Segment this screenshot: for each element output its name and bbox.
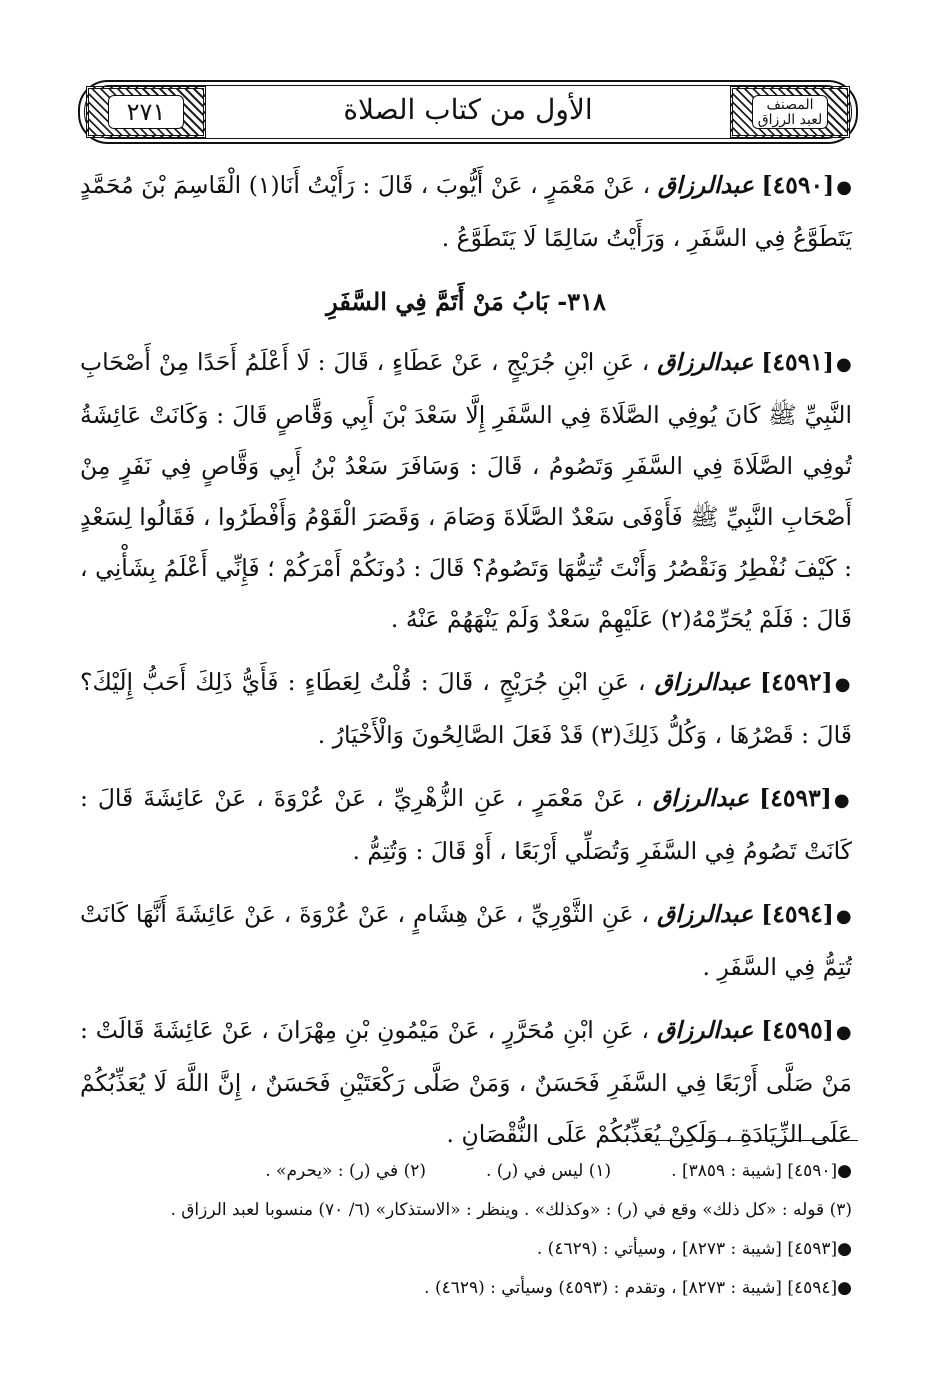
footnote-row — [80, 1152, 852, 1191]
footnote-item: (٣) قوله : «كل ذلك» وقع في (ر) : «وكذلك» . وينظر : «الاستذكار» (٦/ ٧٠) منسوبا لعبد الرزاق . — [170, 1200, 852, 1220]
hadith-entry — [80, 889, 852, 993]
book-logo: المصنف لعبد الرزاق — [752, 95, 828, 129]
bullet-icon: ● — [837, 1239, 852, 1259]
hadith-entry — [80, 773, 852, 877]
hadith-entry — [80, 1005, 852, 1160]
running-title: الأول من كتاب الصلاة — [343, 93, 593, 126]
page-header — [78, 80, 858, 144]
bullet-icon: ● — [837, 1278, 852, 1298]
narrator-name: عبدالرزاق — [657, 1016, 754, 1044]
narrator-name: عبدالرزاق — [657, 900, 754, 928]
bullet-icon: ● — [834, 674, 852, 695]
hadith-number: [٤٥٩١] — [761, 348, 834, 376]
bullet-icon: ● — [837, 1161, 852, 1181]
footnote-item: ●[٤٥٩٤] [شيبة : ٨٢٧٣] ، وتقدم : (٤٥٩٣) وسيأتي : (٤٦٢٩) . — [424, 1278, 852, 1298]
logo-box — [730, 86, 850, 138]
hadith-text: ، عَنْ مَعْمَرٍ ، عَنِ الزُّهْرِيِّ ، عَنْ عُرْوَةَ ، عَنْ عَائِشَةَ قَالَ : كَانَتْ تَصُومُ فِي السَّفَرِ وَتُصَلِّي أَرْبَعًا ، أَوْ قَالَ : وَتُتِمُّ . — [80, 784, 852, 865]
hadith-entry — [80, 160, 852, 264]
hadith-number: [٤٥٩٤] — [761, 900, 834, 928]
hadith-number: [٤٥٩٥] — [761, 1016, 834, 1044]
hadith-number: [٤٥٩٣] — [759, 784, 832, 812]
chapter-heading: ٣١٨- بَابُ مَنْ أَتَمَّ فِي السَّفَرِ — [326, 287, 606, 316]
narrator-name: عبدالرزاق — [657, 171, 754, 199]
hadith-text: ، عَنِ ابْنِ جُرَيْجٍ ، قَالَ : قُلْتُ لِعَطَاءٍ : فَأَيُّ ذَلِكَ أَحَبُّ إِلَيْكَ؟ قَالَ : قَصْرُهَا ، وَكُلُّ ذَلِكَ(٣) قَدْ فَعَلَ الصَّالِحُونَ وَالْأَخْيَارُ . — [80, 668, 852, 749]
page-number-box — [86, 86, 206, 138]
hadith-entry — [80, 337, 852, 645]
footnotes — [80, 1152, 852, 1308]
bullet-icon: ● — [835, 906, 852, 927]
narrator-name: عبدالرزاق — [657, 348, 754, 376]
hadith-text: ، عَنِ ابْنِ مُحَرَّرٍ ، عَنْ مَيْمُونِ بْنِ مِهْرَانَ ، عَنْ عَائِشَةَ قَالَتْ : مَنْ صَلَّى أَرْبَعًا فِي السَّفَرِ فَحَسَنٌ ، وَمَنْ صَلَّى رَكْعَتَيْنِ فَحَسَنٌ ، إِنَّ اللَّهَ لَا يُعَذِّبُكُمْ عَلَى الزِّيَادَةِ ، وَلَكِنْ يُعَذِّبُكُمْ عَلَى النُّقْصَانِ . — [80, 1016, 852, 1148]
hadith-number: [٤٥٩٢] — [759, 668, 833, 696]
footnote-item: ●[٤٥٩٣] [شيبة : ٨٢٧٣] ، وسيأتي : (٤٦٢٩) . — [536, 1239, 852, 1259]
hadith-number: [٤٥٩٠] — [761, 171, 835, 199]
narrator-name: عبدالرزاق — [654, 668, 751, 696]
footnote-item: ●[٤٥٩٠] [شيبة : ٣٨٥٩] . — [671, 1161, 852, 1181]
hadith-text: ، عَنْ مَعْمَرٍ ، عَنْ أَيُّوبَ ، قَالَ : رَأَيْتُ أَنَا(١) الْقَاسِمَ بْنَ مُحَمَّدٍ يَتَطَوَّعُ فِي السَّفَرِ ، وَرَأَيْتُ سَالِمًا لَا يَتَطَوَّعُ . — [80, 171, 852, 252]
page-number: ٢٧١ — [108, 95, 184, 129]
bullet-icon: ● — [836, 177, 852, 198]
hadith-text: ، عَنِ الثَّوْرِيِّ ، عَنْ هِشَامٍ ، عَنْ عُرْوَةَ ، عَنْ عَائِشَةَ أَنَّهَا كَانَتْ تُتِمُّ فِي السَّفَرِ . — [80, 900, 852, 981]
bullet-icon: ● — [835, 1022, 852, 1043]
footnote-divider — [608, 1140, 858, 1141]
narrator-name: عبدالرزاق — [652, 784, 750, 812]
footnote-item: (٢) في (ر) : «يحرم» . — [265, 1161, 426, 1181]
bullet-icon: ● — [835, 354, 852, 375]
main-text — [80, 160, 852, 1172]
bullet-icon: ● — [833, 790, 852, 811]
footnote-item: (١) ليس في (ر) . — [485, 1161, 612, 1181]
hadith-text: ، عَنِ ابْنِ جُرَيْجٍ ، عَنْ عَطَاءٍ ، قَالَ : لَا أَعْلَمُ أَحَدًا مِنْ أَصْحَابِ النَّبِيِّ ﷺ كَانَ يُوفِي الصَّلَاةَ فِي السَّفَرِ إِلَّا سَعْدَ بْنَ أَبِي وَقَّاصٍ قَالَ : وَكَانَتْ عَائِشَةُ تُوفِي الصَّلَاةَ فِي السَّفَرِ وَتَصُومُ ، قَالَ : وَسَافَرَ سَعْدُ بْنُ أَبِي وَقَّاصٍ فِي نَفَرٍ مِنْ أَصْحَابِ النَّبِيِّ ﷺ فَأَوْفَى سَعْدٌ الصَّلَاةَ وَصَامَ ، وَقَصَرَ الْقَوْمُ وَأَفْطَرُوا ، فَقَالُوا لِسَعْدٍ : كَيْفَ نُفْطِرُ وَنَقْصُرُ وَأَنْتَ تُتِمُّهَا وَتَصُومُ؟ قَالَ : دُونَكُمْ أَمْرَكُمْ ؛ فَإِنِّي أَعْلَمُ بِشَأْنِي ، قَالَ : فَلَمْ يُحَرِّمْهُ(٢) عَلَيْهِمْ سَعْدٌ وَلَمْ يَنْهَهُمْ عَنْهُ . — [80, 348, 852, 633]
hadith-entry — [80, 657, 852, 761]
